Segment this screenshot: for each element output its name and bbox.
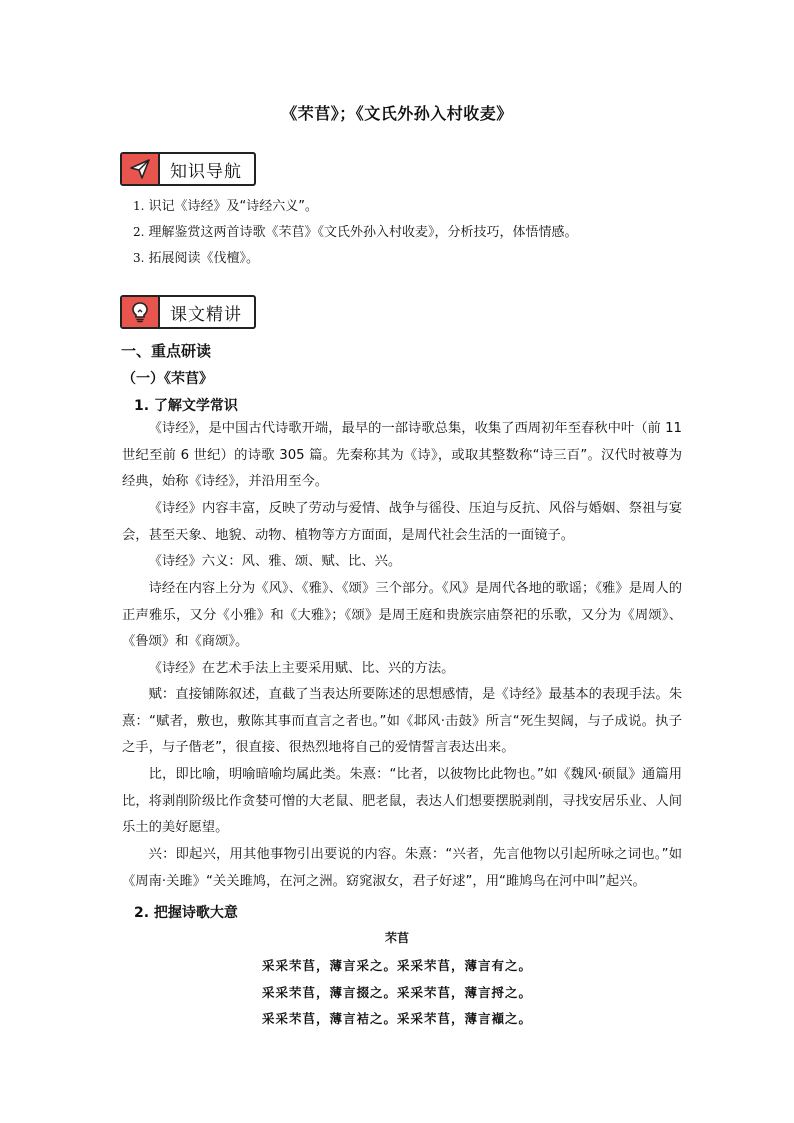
- body-paragraph: 赋：直接铺陈叙述，直截了当表达所要陈述的思想感情，是《诗经》最基本的表现手法。朱熹：“赋者，敷也，敷陈其事而直言之者也。”如《邶风·击鼓》所言“死生契阔，与子成说。执子之手，与子偕老”，很直接、很热烈地将自己的爱情誓言表达出来。: [122, 687, 682, 755]
- section-badge-lesson: [120, 295, 256, 329]
- paper-plane-icon: [122, 154, 160, 184]
- body-paragraph: 《诗经》内容丰富，反映了劳动与爱情、战争与徭役、压迫与反抗、风俗与婚姻、祭祖与宴会，甚至天象、地貌、动物、植物等方方面面，是周代社会生活的一面镜子。: [122, 501, 682, 543]
- poem-title: 芣苢: [384, 931, 409, 945]
- body-paragraph: 诗经在内容上分为《风》、《雅》、《颂》三个部分。《风》是周代各地的歌谣；《雅》是周人的正声雅乐，又分《小雅》和《大雅》；《颂》是周王庭和贵族宗庙祭祀的乐歌，又分为《周颂》、《鲁颂》和《商颂》。: [122, 581, 682, 649]
- poem-line: 采采芣苢，薄言采之。采采芣苢，薄言有之。: [261, 958, 532, 973]
- heading-level-2: （一）《芣苢》: [122, 371, 213, 387]
- objective-item: 2. 理解鉴赏这两首诗歌《芣苢》《文氏外孙入村收麦》，分析技巧，体悟情感。: [133, 225, 578, 240]
- document-title: 《芣苢》；《文氏外孙入村收麦》: [281, 104, 513, 123]
- poem-line: 采采芣苢，薄言袺之。采采芣苢，薄言襭之。: [261, 1011, 532, 1026]
- heading-level-3: 1. 了解文学常识: [134, 398, 238, 414]
- body-paragraph: 《诗经》六义：风、雅、颂、赋、比、兴。: [148, 554, 402, 569]
- section-badge-nav: [120, 152, 256, 186]
- body-paragraph: 比，即比喻，明喻暗喻均属此类。朱熹：“比者，以彼物比此物也。”如《魏风·硕鼠》通篇用比，将剥削阶级比作贪婪可憎的大老鼠、肥老鼠，表达人们想要摆脱剥削，寻找安居乐业、人间乐土的美好愿望。: [122, 767, 682, 835]
- objective-item: 3. 拓展阅读《伐檀》。: [133, 251, 259, 266]
- body-paragraph: 《诗经》，是中国古代诗歌开端，最早的一部诗歌总集，收集了西周初年至春秋中叶（前 11 世纪至前 6 世纪）的诗歌 305 篇。先秦称其为《诗》，或取其整数称“诗三百”。汉代时被尊为经典，始称《诗经》，并沿用至今。: [122, 421, 682, 489]
- section-label-lesson: 课文精讲: [170, 304, 242, 325]
- body-paragraph: 《诗经》在艺术手法上主要采用赋、比、兴的方法。: [148, 661, 455, 676]
- objective-item: 1. 识记《诗经》及“诗经六义”。: [133, 199, 318, 214]
- poem-line: 采采芣苢，薄言掇之。采采芣苢，薄言捋之。: [261, 985, 532, 1000]
- body-paragraph: 兴：即起兴，用其他事物引出要说的内容。朱熹：“兴者，先言他物以引起所咏之词也。”如《周南·关雎》“关关雎鸠，在河之洲。窈窕淑女，君子好逑”，用“雎鸠鸟在河中叫”起兴。: [122, 847, 682, 889]
- heading-level-3: 2. 把握诗歌大意: [134, 905, 238, 921]
- section-label-nav: 知识导航: [170, 161, 242, 182]
- lightbulb-icon: [122, 297, 160, 327]
- heading-level-1: 一、重点研读: [121, 342, 212, 360]
